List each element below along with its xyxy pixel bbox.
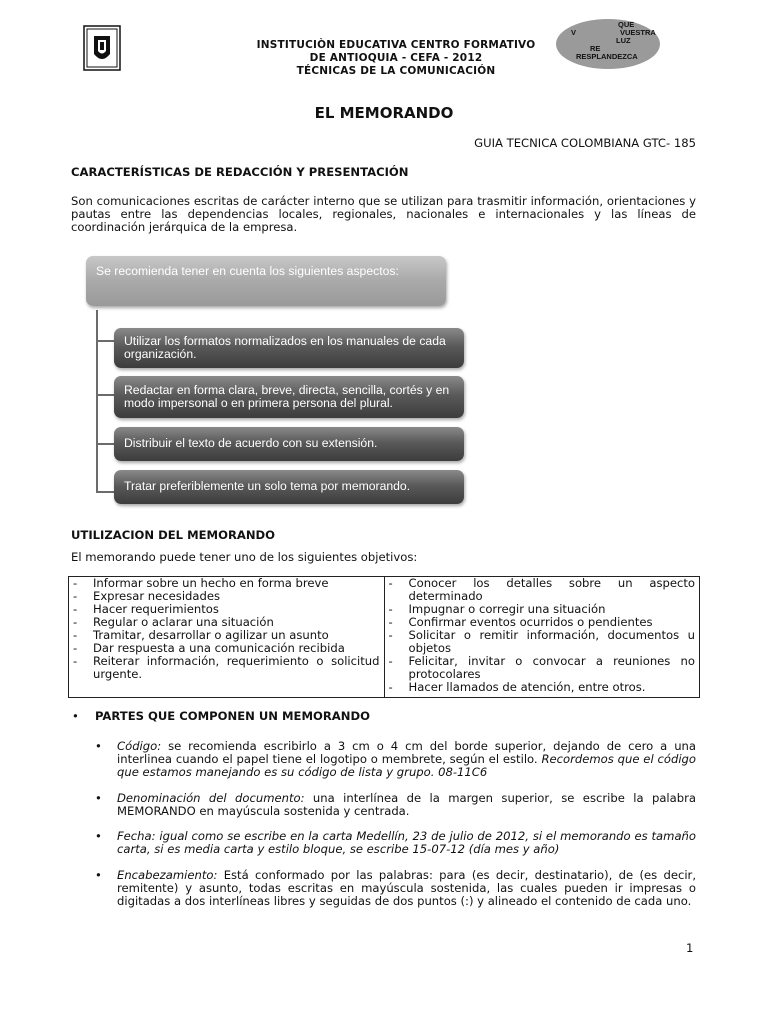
list-item: - Regular o aclarar una situación (73, 615, 274, 629)
header-institution: INSTITUCIÒN EDUCATIVA CENTRO FORMATIVO (256, 39, 536, 51)
motto-luz: LUZ (616, 36, 631, 45)
motto-vuestra: VUESTRA (620, 28, 656, 37)
header-course: TÉCNICAS DE LA COMUNICACIÓN (296, 65, 496, 77)
diagram-branch (96, 340, 114, 342)
header-cefa: DE ANTIOQUIA - CEFA - 2012 (309, 52, 483, 64)
page-title: EL MEMORANDO (314, 104, 454, 122)
list-item: - Tramitar, desarrollar o agilizar un asunto (73, 628, 329, 642)
bullet-dot: • (72, 709, 79, 723)
motto-que: QUE (618, 20, 635, 29)
list-item: - Reiterar información, requerimiento o solicitud urgente. (73, 654, 380, 681)
list-item: - Hacer llamados de atención, entre otros. (388, 680, 646, 694)
motto-oval (556, 19, 660, 69)
part-fecha: Fecha: igual como se escribe en la carta Medellín, 23 de julio de 2012, si el memorando es tamaño carta, si es media carta y estilo bloque, se escribe 15-07-12 (día mes y año) (117, 829, 696, 856)
list-item: - Conocer los detalles sobre un aspecto determinado (388, 576, 695, 603)
list-item: - Informar sobre un hecho en forma breve (73, 576, 329, 590)
diagram-item-2: Redactar en forma clara, breve, directa, sencilla, cortés y en modo impersonal o en primera persona del plural. (114, 376, 464, 418)
list-item: - Expresar necesidades (73, 589, 221, 603)
motto-re: RE (590, 44, 601, 53)
diagram-connector (96, 310, 98, 493)
diagram-top-box: Se recomienda tener en cuenta los siguientes aspectos: (86, 256, 446, 306)
list-item: - Dar respuesta a una comunicación recibida (73, 641, 345, 655)
diagram-item-1: Utilizar los formatos normalizados en los manuales de cada organización. (114, 328, 464, 368)
section-heading-parts: PARTES QUE COMPONEN UN MEMORANDO (95, 709, 370, 723)
page-number: 1 (686, 941, 694, 955)
diagram-item-3: Distribuir el texto de acuerdo con su extensión. (114, 427, 464, 461)
list-item: - Felicitar, invitar o convocar a reuniones no protocolares (388, 654, 695, 681)
list-item: - Impugnar o corregir una situación (388, 602, 606, 616)
objectives-right-column (384, 577, 700, 698)
bullet-dot: • (95, 868, 102, 882)
diagram-branch (96, 394, 114, 396)
section-paragraph: Son comunicaciones escritas de carácter interno que se utilizan para trasmitir información, orientaciones y pautas entre las dependencias locales, regionales, nacionales e internacionales y las líneas de coordinación jerárquica de la empresa. (71, 194, 696, 234)
bullet-dot: • (95, 829, 102, 843)
diagram-branch (96, 443, 114, 445)
objectives-left-column (69, 577, 385, 698)
diagram-item-4: Tratar preferiblemente un solo tema por memorando. (114, 470, 464, 504)
bullet-dot: • (95, 791, 102, 805)
motto-resplandezca: RESPLANDEZCA (576, 52, 638, 61)
section-heading-characteristics: CARACTERÍSTICAS DE REDACCIÓN Y PRESENTACIÓN (71, 165, 409, 179)
list-item: - Hacer requerimientos (73, 602, 219, 616)
list-item: - Confirmar eventos ocurridos o pendientes (388, 615, 653, 629)
subtitle: GUIA TECNICA COLOMBIANA GTC- 185 (474, 136, 696, 150)
objectives-table (68, 576, 700, 698)
part-denominacion: Denominación del documento: una interlínea de la margen superior, se escribe la palabra MEMORANDO en mayúscula sostenida y centrada. (117, 791, 696, 818)
section-intro: El memorando puede tener uno de los siguientes objetivos: (71, 550, 418, 564)
school-crest-logo (82, 24, 122, 72)
section-heading-utilization: UTILIZACION DEL MEMORANDO (71, 528, 276, 542)
motto-v: V (571, 28, 577, 37)
list-item: - Solicitar o remitir información, documentos u objetos (388, 628, 695, 655)
bullet-dot: • (95, 739, 102, 753)
recommendations-diagram (86, 254, 466, 510)
part-encabezamiento: Encabezamiento: Está conformado por las palabras: para (es decir, destinatario), de (es decir, remitente) y asunto, todas escritas en mayúscula sostenida, las cuales pueden ir impresas o digitadas a dos interlíneas libres y seguidas de dos puntos (:) y alineado el contenido de cada uno. (117, 868, 696, 908)
part-codigo: Código: se recomienda escribirlo a 3 cm o 4 cm del borde superior, dejando de cero a una interlinea cuando el papel tiene el logotipo o membrete, según el estilo. Recordemos que el código que estamos manejando es su código de lista y grupo. 08-11C6 (117, 739, 696, 779)
diagram-branch (96, 491, 114, 493)
